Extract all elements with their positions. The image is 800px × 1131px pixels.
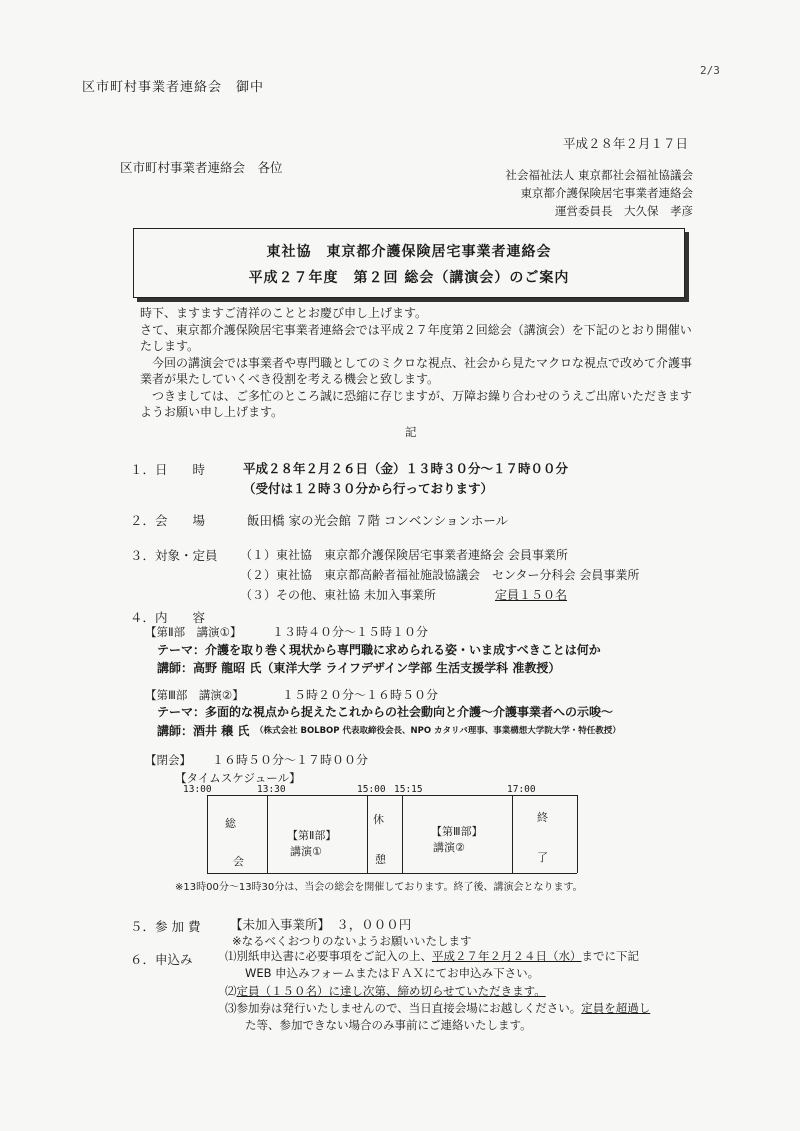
schedule-label: 【タイムスケジュール】 [175,771,301,785]
part3-time: １５時２０分～１６時５０分 [282,688,439,702]
part2-theme: テーマ：介護を取り巻く現状から専門職に求められる姿・いま成すべきことは何か [157,643,601,657]
target-item-3: （３）その他、東社協 未加入事業所 [240,588,436,602]
ki-heading: 記 [405,425,417,439]
schedule-divider [207,795,208,873]
application-step-3-tail: 定員を超過し [581,1001,651,1015]
application-step-3-cont: た等、参加できない場合のみ事前にご連絡いたします。 [245,1018,532,1032]
intro-paragraph: 時下、ますますご清祥のこととお慶び申し上げます。 [140,306,428,320]
event-datetime: 平成２８年２月２６日（金）１３時３０分～１７時００分 [243,461,569,476]
intro-paragraph: つきましては、ご多忙のところ誠に恐縮に存じますが、万障お繰り合わせのうえご出席いただきますようお願い申し上げます。 [140,388,693,419]
application-step-1-tail: までに下記 [581,949,639,963]
application-method: WEB 申込みフォームまたはＦＡＸにてお申込み下さい。 [245,966,540,980]
application-step-3-text: ⑶参加券は発行いたしませんので、当日直接会場にお越しください。 [225,1001,582,1015]
schedule-part2: 【第Ⅱ部】 [287,829,337,842]
schedule-break: 憩 [375,853,386,866]
application-deadline: 平成２７年２月２４日（水） [432,949,582,963]
schedule-part2: 講演① [290,845,322,858]
letter-date: 平成２８年２月１７日 [563,136,689,151]
schedule-end: 了 [537,851,548,864]
schedule-break: 休 [373,813,384,826]
title-line-1: 東社協 東京都介護保険居宅事業者連絡会 [266,244,552,260]
schedule-time: 15:15 [394,784,423,795]
part3-theme: テーマ：多面的な視点から捉えたこれからの社会動向と介護～介護事業者への示唆～ [157,705,614,719]
application-step-2-num: ⑵ [225,984,237,998]
fee-note: ※なるべくおつりのないようお願いいたします [232,934,472,948]
application-step-2 [225,983,546,999]
section-fee-label: ５．参 加 費 [130,919,201,934]
closing-label: 【閉会】 [145,753,191,767]
schedule-part3: 【第Ⅲ部】 [431,825,483,838]
target-item-1: （１）東社協 東京都介護保険居宅事業者連絡会 会員事業所 [240,548,568,562]
application-capacity-note: 定員（１５０名）に達し次第、締め切らせていただきます。 [236,984,546,998]
title-box [133,228,685,298]
title-line-2: 平成２７年度 第２回 総会（講演会）のご案内 [248,270,570,286]
schedule-bottom-border [207,873,577,874]
time-schedule [183,784,577,873]
part3-label: 【第Ⅲ部 講演②】 [145,688,244,702]
schedule-divider [512,795,513,873]
closing-time: １６時５０分～１７時００分 [212,753,369,767]
part3-affiliation: （株式会社 BOLBOP 代表取締役会長、NPO カタリバ理事、事業構想大学院大学・特任教授） [255,726,621,736]
addressee: 区市町村事業者連絡会 各位 [120,160,283,175]
schedule-top-border [207,795,577,796]
schedule-part3: 講演② [433,841,465,854]
schedule-time: 13:00 [183,784,212,795]
schedule-general-meeting: 会 [233,855,244,868]
schedule-end: 終 [537,811,548,824]
application-step-1-text: ⑴別紙申込書に必要事項をご記入の上、 [225,949,432,963]
schedule-footnote: ※13時00分～13時30分は、当会の総会を開催しております。終了後、講演会となります。 [175,882,583,893]
schedule-time: 13:30 [257,784,286,795]
sender-block [468,166,693,220]
sender-name: 運営委員長 大久保 孝彦 [555,204,693,218]
schedule-divider [577,795,578,873]
part3-lecturer: 講師：酒井 穣 氏 [157,724,250,738]
intro-text [140,305,700,421]
fee: 【未加入事業所】 ３，０００円 [230,917,412,932]
intro-paragraph: 今回の講演会では事業者や専門職としてのミクロな視点、社会から見たマクロな視点で改めて介護事業者が果たしていくべき役割を考える機会と致します。 [140,355,693,386]
fax-recipient: 区市町村事業者連絡会 御中 [82,80,265,95]
application-step-1 [225,948,639,964]
target-item-2: （２）東社協 東京都高齢者福祉施設協議会 センター分科会 会員事業所 [240,568,640,582]
section-target-label: ３．対象・定員 [130,548,218,563]
section-application-label: ６．申込み [130,952,193,967]
sender-group: 東京都介護保険居宅事業者連絡会 [520,186,693,200]
schedule-divider [267,795,268,873]
section-venue-label: ２．会 場 [130,513,206,528]
part2-label: 【第Ⅱ部 講演①】 [145,625,242,639]
venue: 飯田橋 家の光会館 ７階 コンベンションホール [247,513,509,528]
capacity: 定員１５０名 [495,588,568,602]
page-number: 2/3 [700,64,720,77]
section-datetime-label: １．日 時 [130,462,206,477]
sender-org: 社会福祉法人 東京都社会福祉協議会 [505,168,693,182]
schedule-time: 15:00 [357,784,386,795]
schedule-time: 17:00 [507,784,536,795]
schedule-divider [367,795,368,873]
schedule-general-meeting: 総 [225,817,236,830]
section-content-label: ４．内 容 [130,610,206,625]
intro-paragraph: さて、東京都介護保険居宅事業者連絡会では平成２７年度第２回総会（講演会）を下記のとおり開催いたします。 [140,322,692,353]
schedule-divider [402,795,403,873]
reception-time: （受付は１２時３０分から行っております） [243,481,494,496]
part2-lecturer: 講師：高野 龍昭 氏（東洋大学 ライフデザイン学部 生活支援学科 准教授） [157,661,561,675]
part2-time: １３時４０分～１５時１０分 [272,625,429,639]
application-step-3 [225,1000,650,1016]
